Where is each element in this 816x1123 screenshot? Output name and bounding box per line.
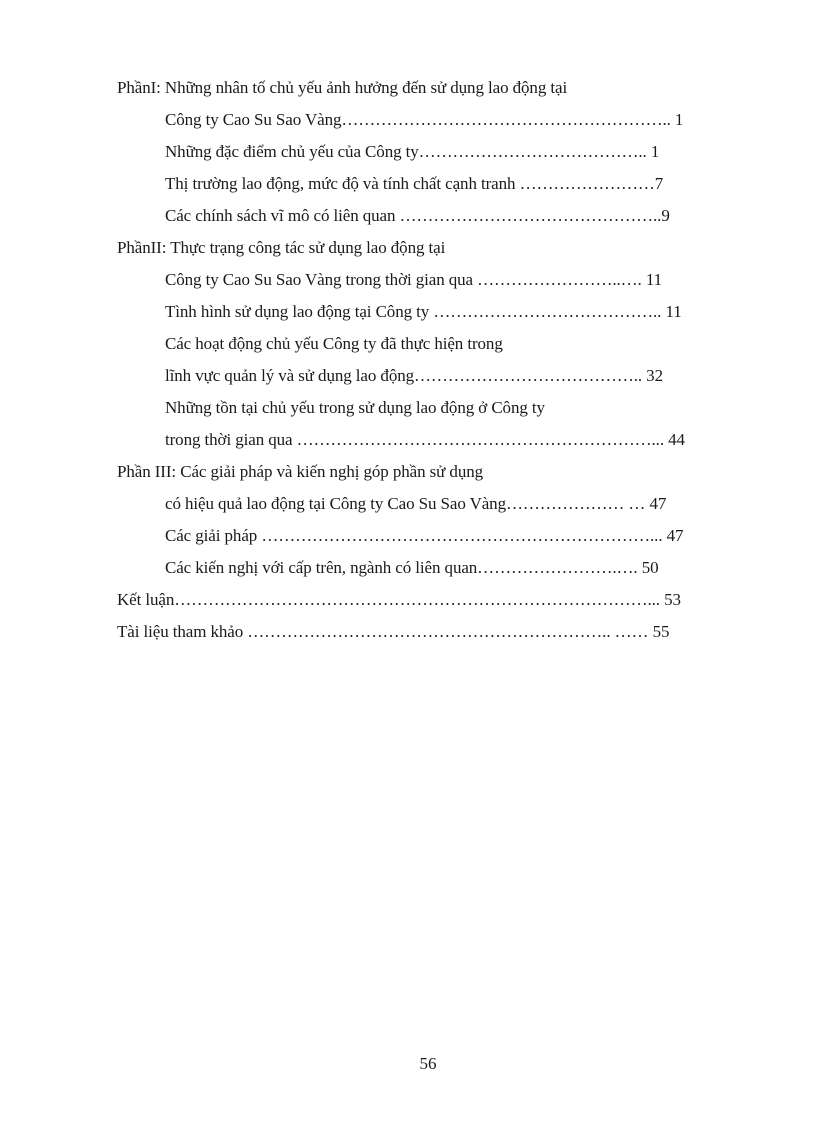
toc-part-2-heading: PhầnII: Thực trạng công tác sử dụng lao động tại xyxy=(117,238,446,257)
toc-entry: Thị trường lao động, mức độ và tính chất cạnh tranh ……………………7 xyxy=(165,174,664,193)
toc-entry: Các chính sách vĩ mô có liên quan ………………………………………..9 xyxy=(165,206,670,225)
toc-conclusion: Kết luận…………………………………………………………………………... 53 xyxy=(117,590,681,609)
toc-entry-continuation: trong thời gian qua ………………………………………………………... 44 xyxy=(165,430,685,449)
toc-entry: Các hoạt động chủ yếu Công ty đã thực hiện trong xyxy=(165,334,503,353)
toc-entry: Các kiến nghị với cấp trên, ngành có liên quan…………………….…. 50 xyxy=(165,558,659,577)
toc-entry: Những đặc điểm chủ yếu của Công ty………………………………….. 1 xyxy=(165,142,660,161)
toc-entry: Những tồn tại chủ yếu trong sử dụng lao động ở Công ty xyxy=(165,398,545,417)
toc-part-1-subtitle: Công ty Cao Su Sao Vàng………………………………………………….. 1 xyxy=(165,110,684,129)
toc-part-3-heading: Phần III: Các giải pháp và kiến nghị góp phần sử dụng xyxy=(117,462,484,481)
toc-references: Tài liệu tham khảo ……………………………………………………….. …… 55 xyxy=(117,622,670,641)
page-number: 56 xyxy=(419,1054,437,1073)
toc-part-2-subtitle: Công ty Cao Su Sao Vàng trong thời gian qua ……………………..…. 11 xyxy=(165,270,663,289)
toc-entry: Các giải pháp ……………………………………………………………... 47 xyxy=(165,526,684,545)
toc-entry: Tình hình sử dụng lao động tại Công ty ………………………………….. 11 xyxy=(165,302,682,321)
toc-entry-continuation: lĩnh vực quản lý và sử dụng lao động………………………………….. 32 xyxy=(165,366,663,385)
toc-part-3-subtitle: có hiệu quả lao động tại Công ty Cao Su Sao Vàng………………… … 47 xyxy=(165,494,667,513)
toc-part-1-heading: PhầnI: Những nhân tố chủ yếu ảnh hưởng đến sử dụng lao động tại xyxy=(117,78,568,97)
